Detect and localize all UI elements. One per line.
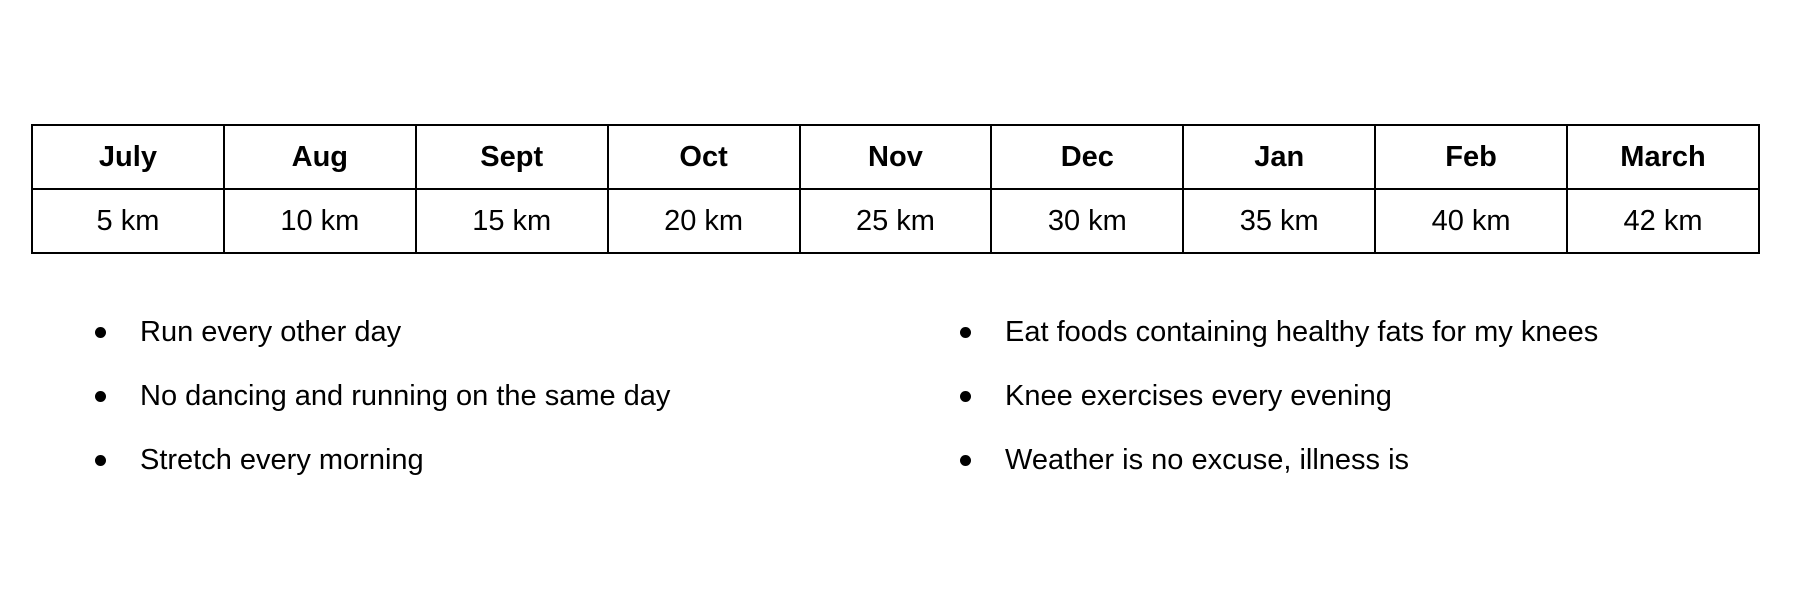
distance-cell: 30 km (991, 189, 1183, 253)
list-item (88, 428, 868, 492)
training-plan-table (31, 124, 1760, 254)
list-item (953, 300, 1753, 364)
month-header: Oct (608, 125, 800, 189)
bullet-icon (960, 455, 971, 466)
list-item (88, 300, 868, 364)
bullet-icon (95, 327, 106, 338)
month-header-row (32, 125, 1759, 189)
bullet-icon (95, 455, 106, 466)
training-rules (0, 300, 1794, 500)
distance-cell: 35 km (1183, 189, 1375, 253)
rule-text: Knee exercises every evening (1005, 380, 1392, 412)
bullet-icon (960, 391, 971, 402)
month-header: Sept (416, 125, 608, 189)
month-header: Dec (991, 125, 1183, 189)
distance-cell: 25 km (800, 189, 992, 253)
bullet-icon (960, 327, 971, 338)
rule-text: Run every other day (140, 316, 402, 348)
bullet-icon (95, 391, 106, 402)
rule-text: Weather is no excuse, illness is (1005, 444, 1410, 476)
month-header: Feb (1375, 125, 1567, 189)
distance-cell: 5 km (32, 189, 224, 253)
rules-list-right (953, 300, 1753, 492)
rules-list-left (88, 300, 868, 492)
rule-text: Stretch every morning (140, 444, 424, 476)
list-item (953, 428, 1753, 492)
distance-cell: 42 km (1567, 189, 1759, 253)
month-header: Jan (1183, 125, 1375, 189)
distance-cell: 10 km (224, 189, 416, 253)
month-header: Nov (800, 125, 992, 189)
rule-text: No dancing and running on the same day (140, 380, 671, 412)
distance-cell: 40 km (1375, 189, 1567, 253)
month-header: Aug (224, 125, 416, 189)
month-header: March (1567, 125, 1759, 189)
month-header: July (32, 125, 224, 189)
list-item (88, 364, 868, 428)
rule-text: Eat foods containing healthy fats for my knees (1005, 316, 1599, 348)
distance-row (32, 189, 1759, 253)
list-item (953, 364, 1753, 428)
distance-cell: 20 km (608, 189, 800, 253)
distance-cell: 15 km (416, 189, 608, 253)
